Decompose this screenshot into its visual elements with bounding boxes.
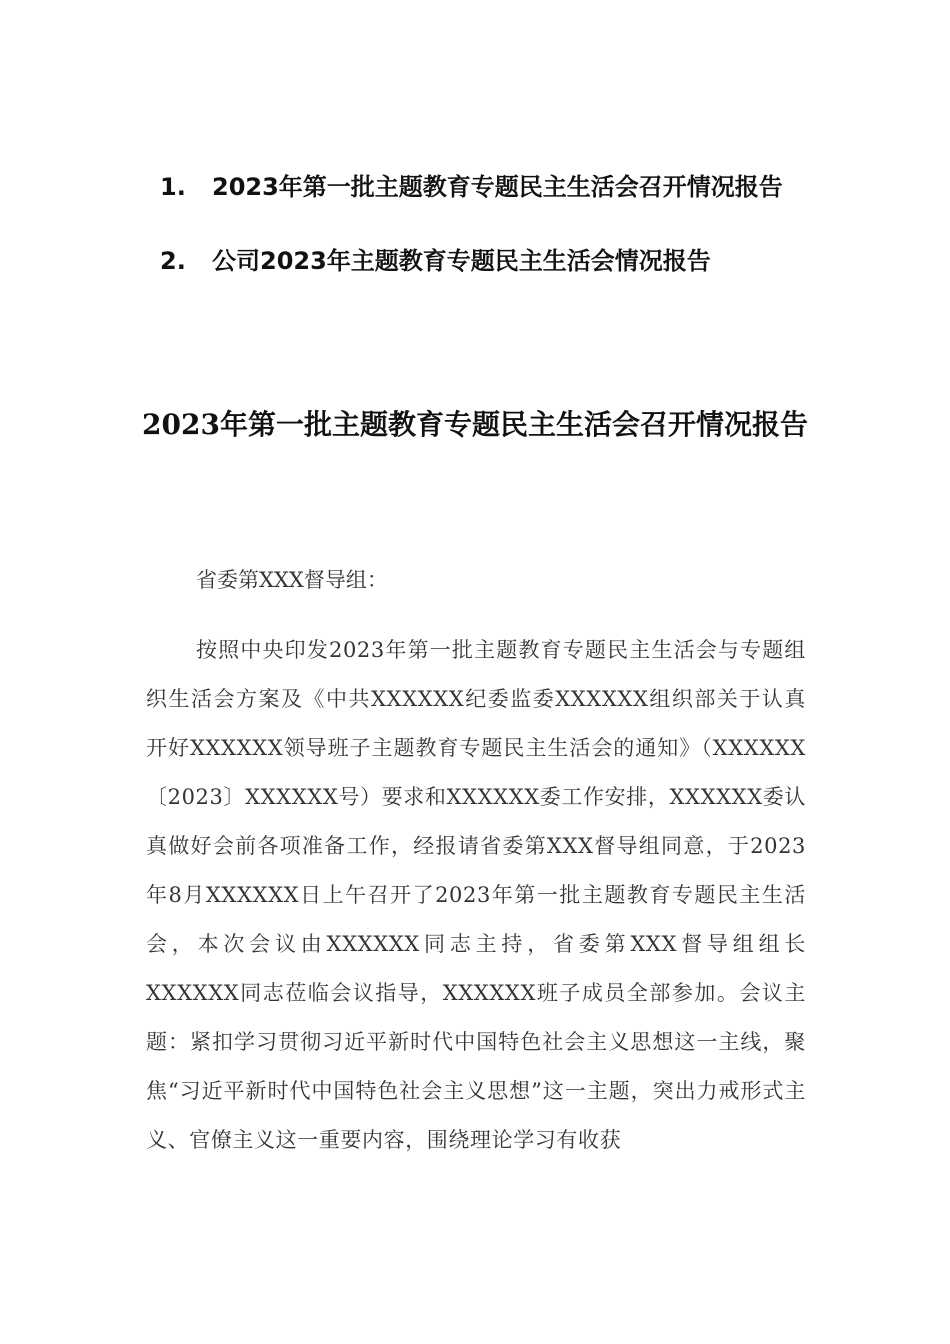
toc-item-text: 公司2023年主题教育专题民主生活会情况报告 [212, 247, 711, 275]
toc-item-1[interactable] [160, 150, 820, 224]
body-paragraph: 按照中央印发2023年第一批主题教育专题民主生活会与专题组织生活会方案及《中共XXXXXX纪委监委XXXXXX组织部关于认真开好XXXXXX领导班子主题教育专题民主生活会的通知》（XXXXXX〔2023〕XXXXXX号）要求和XXXXXX委工作安排，XXXXXX委认真做好会前各项准备工作，经报请省委第XXX督导组同意，于2023年8月XXXXXX日上午召开了2023年第一批主题教育专题民主生活会，本次会议由XXXXXX同志主持，省委第XXX督导组组长XXXXXX同志莅临会议指导，XXXXXX班子成员全部参加。会议主题：紧扣学习贯彻习近平新时代中国特色社会主义思想这一主线，聚焦“习近平新时代中国特色社会主义思想”这一主题，突出力戒形式主义、官僚主义这一重要内容，围绕理论学习有收获 [146, 638, 806, 1152]
toc-item-number: 2. [160, 247, 186, 275]
toc-item-2[interactable] [160, 224, 820, 298]
toc-item-text: 2023年第一批主题教育专题民主生活会召开情况报告 [212, 173, 783, 201]
salutation: 省委第XXX督导组： [196, 568, 388, 592]
table-of-contents [160, 150, 820, 298]
document-title: 2023年第一批主题教育专题民主生活会召开情况报告 [142, 408, 808, 441]
toc-item-number: 1. [160, 173, 186, 201]
